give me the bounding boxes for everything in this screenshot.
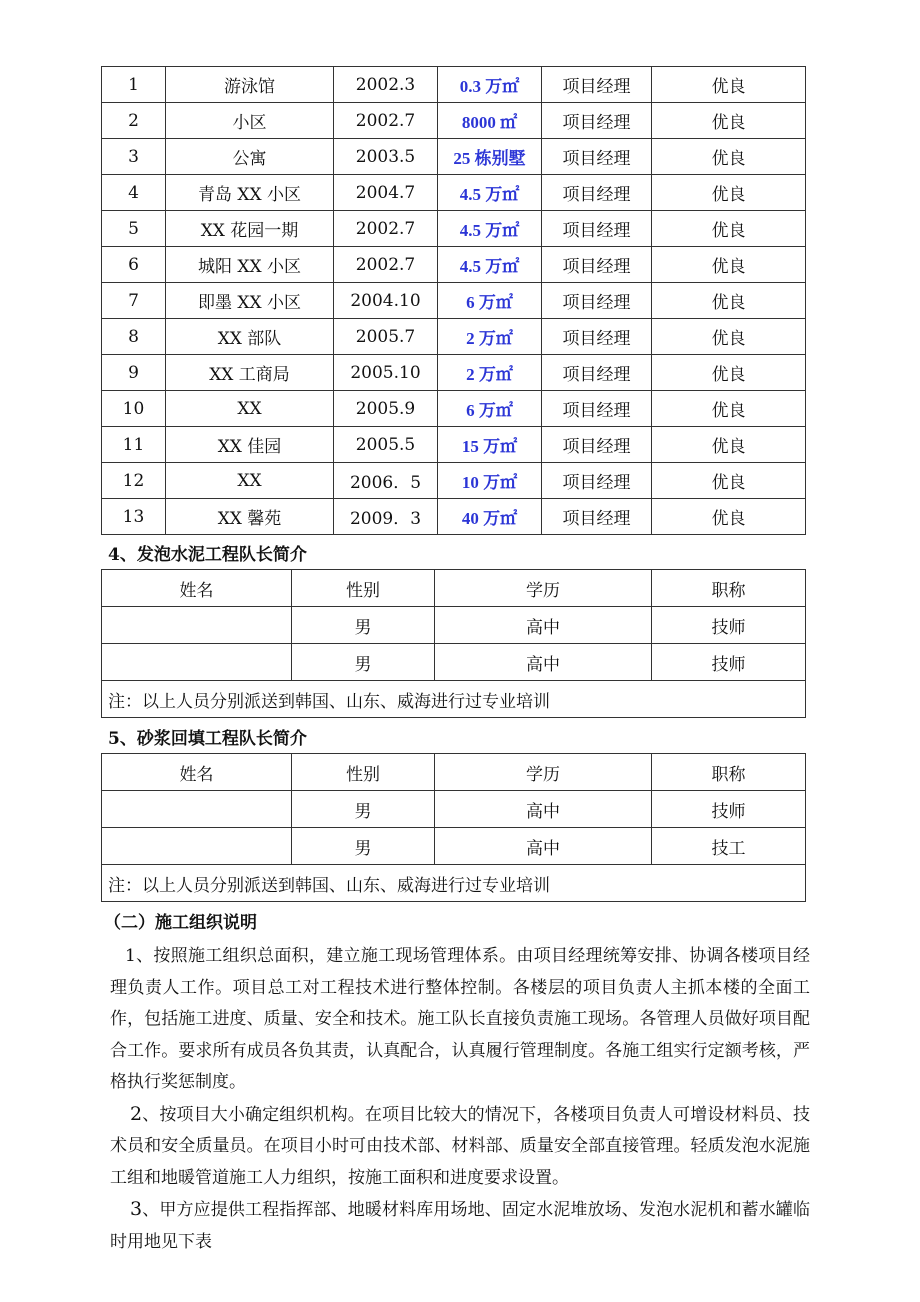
org-paragraph-2 [110, 1099, 810, 1195]
cell-area: 4.5 万㎡ [438, 247, 542, 283]
cell-role: 项目经理 [542, 211, 652, 247]
table-row [102, 247, 806, 283]
org-p2-num: 2 [130, 1102, 143, 1125]
section4-table [101, 569, 806, 718]
cell-date: 2002.7 [334, 211, 438, 247]
cell-rating: 优良 [652, 211, 806, 247]
cell-rating: 优良 [652, 175, 806, 211]
org-paragraph-1 [110, 941, 810, 1099]
project-table [101, 66, 806, 535]
cell-no: 8 [102, 319, 166, 355]
cell-date: 2005.9 [334, 391, 438, 427]
cell-project-name: XX 工商局 [166, 355, 334, 391]
org-paragraphs [110, 941, 810, 1258]
cell-no: 9 [102, 355, 166, 391]
cell-education: 高中 [435, 607, 652, 644]
cell-project-name: 公寓 [166, 139, 334, 175]
cell-rating: 优良 [652, 427, 806, 463]
cell-no: 11 [102, 427, 166, 463]
cell-area: 40 万㎡ [438, 499, 542, 535]
cell-date: 2006．5 [334, 463, 438, 499]
cell-no: 4 [102, 175, 166, 211]
cell-area: 25 栋别墅 [438, 139, 542, 175]
cell-area: 8000 ㎡ [438, 103, 542, 139]
header-title: 职称 [652, 570, 806, 607]
cell-date: 2005.5 [334, 427, 438, 463]
cell-project-name: XX 花园一期 [166, 211, 334, 247]
cell-no: 3 [102, 139, 166, 175]
cell-gender: 男 [292, 644, 435, 681]
cell-project-name: XX 馨苑 [166, 499, 334, 535]
table-row [102, 427, 806, 463]
cell-area: 10 万㎡ [438, 463, 542, 499]
org-p3-num: 3 [130, 1198, 143, 1220]
table-row [102, 67, 806, 103]
cell-no: 12 [102, 463, 166, 499]
cell-date: 2002.7 [334, 247, 438, 283]
cell-area: 15 万㎡ [438, 427, 542, 463]
table-row [102, 103, 806, 139]
table-row [102, 139, 806, 175]
cell-no: 1 [102, 67, 166, 103]
cell-title: 技师 [652, 607, 806, 644]
cell-name [102, 828, 292, 865]
cell-no: 2 [102, 103, 166, 139]
header-title: 职称 [652, 754, 806, 791]
cell-rating: 优良 [652, 463, 806, 499]
cell-role: 项目经理 [542, 319, 652, 355]
cell-rating: 优良 [652, 139, 806, 175]
cell-name [102, 791, 292, 828]
table-row [102, 283, 806, 319]
table-note-row [102, 681, 806, 718]
table-header-row [102, 570, 806, 607]
cell-title: 技工 [652, 828, 806, 865]
table-row [102, 828, 806, 865]
cell-project-name: XX 佳园 [166, 427, 334, 463]
cell-project-name: 游泳馆 [166, 67, 334, 103]
cell-education: 高中 [435, 644, 652, 681]
cell-name [102, 607, 292, 644]
cell-area: 6 万㎡ [438, 391, 542, 427]
cell-no: 6 [102, 247, 166, 283]
cell-area: 4.5 万㎡ [438, 175, 542, 211]
org-p1-text: 1、按照施工组织总面积，建立施工现场管理体系。由项目经理统筹安排、协调各楼项目经理负责人工作。项目总工对工程技术进行整体控制。各楼层的项目负责人主抓本楼的全面工作，包括施工进度、质量、安全和技术。施工队长直接负责施工现场。各管理人员做好项目配合工作。要求所有成员各负其责，认真配合，认真履行管理制度。各施工组实行定额考核，严格执行奖惩制度。 [110, 946, 810, 1092]
table-row [102, 499, 806, 535]
cell-role: 项目经理 [542, 499, 652, 535]
table-row [102, 175, 806, 211]
cell-date: 2004.10 [334, 283, 438, 319]
cell-no: 5 [102, 211, 166, 247]
cell-area: 2 万㎡ [438, 355, 542, 391]
cell-name [102, 644, 292, 681]
org-heading: （二）施工组织说明 [104, 913, 257, 933]
header-education: 学历 [435, 754, 652, 791]
cell-role: 项目经理 [542, 463, 652, 499]
org-p2-text: 、按项目大小确定组织机构。在项目比较大的情况下，各楼项目负责人可增设材料员、技术员和安全质量员。在项目小时可由技术部、材料部、质量安全部直接管理。轻质发泡水泥施工组和地暖管道施工人力组织，按施工面积和进度要求设置。 [110, 1104, 810, 1188]
cell-rating: 优良 [652, 355, 806, 391]
section5-table [101, 753, 806, 902]
cell-role: 项目经理 [542, 391, 652, 427]
cell-area: 4.5 万㎡ [438, 211, 542, 247]
cell-date: 2003.5 [334, 139, 438, 175]
cell-role: 项目经理 [542, 427, 652, 463]
cell-project-name: XX [166, 391, 334, 427]
table-row [102, 319, 806, 355]
org-paragraph-3 [110, 1194, 810, 1258]
cell-project-name: 青岛 XX 小区 [166, 175, 334, 211]
table-row [102, 791, 806, 828]
section5-heading: 5、砂浆回填工程队长简介 [108, 729, 307, 749]
cell-project-name: XX 部队 [166, 319, 334, 355]
project-table-body [102, 67, 806, 535]
cell-rating: 优良 [652, 103, 806, 139]
table-row [102, 355, 806, 391]
cell-date: 2004.7 [334, 175, 438, 211]
cell-no: 7 [102, 283, 166, 319]
training-note: 注：以上人员分别派送到韩国、山东、威海进行过专业培训 [102, 681, 806, 718]
cell-area: 0.3 万㎡ [438, 67, 542, 103]
table-note-row [102, 865, 806, 902]
table-row [102, 463, 806, 499]
cell-project-name: 小区 [166, 103, 334, 139]
cell-date: 2005.7 [334, 319, 438, 355]
cell-gender: 男 [292, 828, 435, 865]
cell-rating: 优良 [652, 283, 806, 319]
header-name: 姓名 [102, 570, 292, 607]
cell-role: 项目经理 [542, 247, 652, 283]
cell-gender: 男 [292, 791, 435, 828]
cell-title: 技师 [652, 791, 806, 828]
cell-role: 项目经理 [542, 67, 652, 103]
section4-heading: 4、发泡水泥工程队长简介 [108, 545, 307, 565]
cell-rating: 优良 [652, 499, 806, 535]
cell-date: 2009．3 [334, 499, 438, 535]
header-education: 学历 [435, 570, 652, 607]
org-p3-text: 、甲方应提供工程指挥部、地暖材料库用场地、固定水泥堆放场、发泡水泥机和蓄水罐临时用地见下表 [110, 1200, 810, 1252]
cell-date: 2005.10 [334, 355, 438, 391]
header-gender: 性别 [292, 570, 435, 607]
cell-role: 项目经理 [542, 103, 652, 139]
cell-project-name: XX [166, 463, 334, 499]
cell-role: 项目经理 [542, 139, 652, 175]
cell-area: 6 万㎡ [438, 283, 542, 319]
cell-rating: 优良 [652, 319, 806, 355]
table-row [102, 391, 806, 427]
cell-area: 2 万㎡ [438, 319, 542, 355]
table-row [102, 211, 806, 247]
cell-project-name: 即墨 XX 小区 [166, 283, 334, 319]
table-header-row [102, 754, 806, 791]
cell-education: 高中 [435, 791, 652, 828]
cell-rating: 优良 [652, 391, 806, 427]
cell-date: 2002.3 [334, 67, 438, 103]
cell-role: 项目经理 [542, 283, 652, 319]
training-note: 注：以上人员分别派送到韩国、山东、威海进行过专业培训 [102, 865, 806, 902]
cell-gender: 男 [292, 607, 435, 644]
header-name: 姓名 [102, 754, 292, 791]
cell-project-name: 城阳 XX 小区 [166, 247, 334, 283]
cell-rating: 优良 [652, 247, 806, 283]
cell-education: 高中 [435, 828, 652, 865]
cell-no: 13 [102, 499, 166, 535]
table-row [102, 607, 806, 644]
cell-no: 10 [102, 391, 166, 427]
cell-role: 项目经理 [542, 355, 652, 391]
header-gender: 性别 [292, 754, 435, 791]
cell-date: 2002.7 [334, 103, 438, 139]
cell-title: 技师 [652, 644, 806, 681]
table-row [102, 644, 806, 681]
cell-role: 项目经理 [542, 175, 652, 211]
cell-rating: 优良 [652, 67, 806, 103]
